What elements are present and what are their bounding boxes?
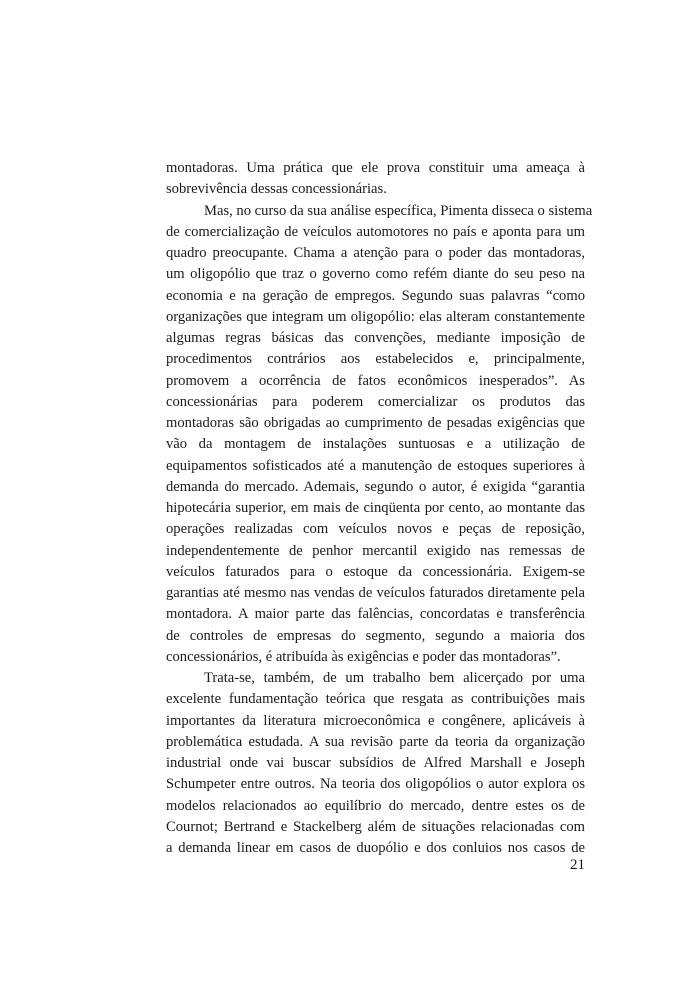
text-line: veículos faturados para o estoque da concessionária. Exigem-se	[166, 563, 585, 580]
page-number: 21	[570, 857, 585, 873]
text-line: Cournot; Bertrand e Stackelberg além de situações relacionadas com	[166, 818, 585, 835]
text-line: sobrevivência dessas concessionárias.	[166, 181, 387, 198]
text-line: montadoras são obrigadas ao cumprimento de pesadas exigências que	[166, 415, 585, 431]
text-line: montadoras. Uma prática que ele prova constituir uma ameaça à	[166, 160, 585, 176]
text-line: Trata-se, também, de um trabalho bem alicerçado por uma	[204, 670, 585, 686]
text-line: um oligopólio que traz o governo como refém diante do seu peso na	[166, 266, 585, 283]
text-line: importantes da literatura microeconômica e congênere, aplicáveis à	[166, 712, 585, 729]
text-line: equipamentos sofisticados até a manutenção de estoques superiores à	[166, 457, 585, 474]
text-line: a demanda linear em casos de duopólio e dos conluios nos casos de	[166, 840, 585, 856]
text-line: concessionárias para poderem comercializar os produtos das	[166, 393, 585, 410]
text-line: operações realizadas com veículos novos e peças de reposição,	[166, 521, 585, 538]
text-line: problemática estudada. A sua revisão parte da teoria da organização	[166, 733, 585, 750]
text-line: Mas, no curso da sua análise específica, Pimenta disseca o sistema	[204, 202, 593, 219]
text-line: Schumpeter entre outros. Na teoria dos oligopólios o autor explora os	[166, 776, 585, 793]
text-line: economia e na geração de empregos. Segundo suas palavras “como	[166, 287, 585, 304]
text-line: modelos relacionados ao equilíbrio do mercado, dentre estes os de	[166, 797, 585, 814]
text-line: procedimentos contrários aos estabelecidos e, principalmente,	[166, 351, 585, 368]
text-line: garantias até mesmo nas vendas de veículos faturados diretamente pela	[166, 585, 585, 601]
text-line: demanda do mercado. Ademais, segundo o autor, é exigida “garantia	[166, 478, 585, 495]
text-line: industrial onde vai buscar subsídios de Alfred Marshall e Joseph	[166, 755, 585, 771]
text-line: independentemente de penhor mercantil exigido nas remessas de	[166, 542, 585, 559]
text-line: algumas regras básicas das convenções, mediante imposição de	[166, 330, 585, 346]
text-line: hipotecária superior, em mais de cinqüenta por cento, ao montante das	[166, 500, 585, 516]
text-line: montadora. A maior parte das falências, concordatas e transferência	[166, 606, 585, 623]
text-line: de comercialização de veículos automotores no país e aponta para um	[166, 223, 585, 240]
text-line: vão da montagem de instalações suntuosas e a utilização de	[166, 436, 585, 453]
text-line: de controles de empresas do segmento, segundo a maioria dos	[166, 627, 585, 644]
text-line: excelente fundamentação teórica que resgata as contribuições mais	[166, 691, 585, 708]
text-line: quadro preocupante. Chama a atenção para o poder das montadoras,	[166, 245, 585, 261]
text-line: promovem a ocorrência de fatos econômicos inesperados”. As	[166, 372, 585, 389]
body-text	[166, 158, 593, 859]
text-line: organizações que integram um oligopólio: elas alteram constantemente	[166, 308, 585, 325]
text-line: concessionários, é atribuída às exigências e poder das montadoras”.	[166, 648, 561, 665]
